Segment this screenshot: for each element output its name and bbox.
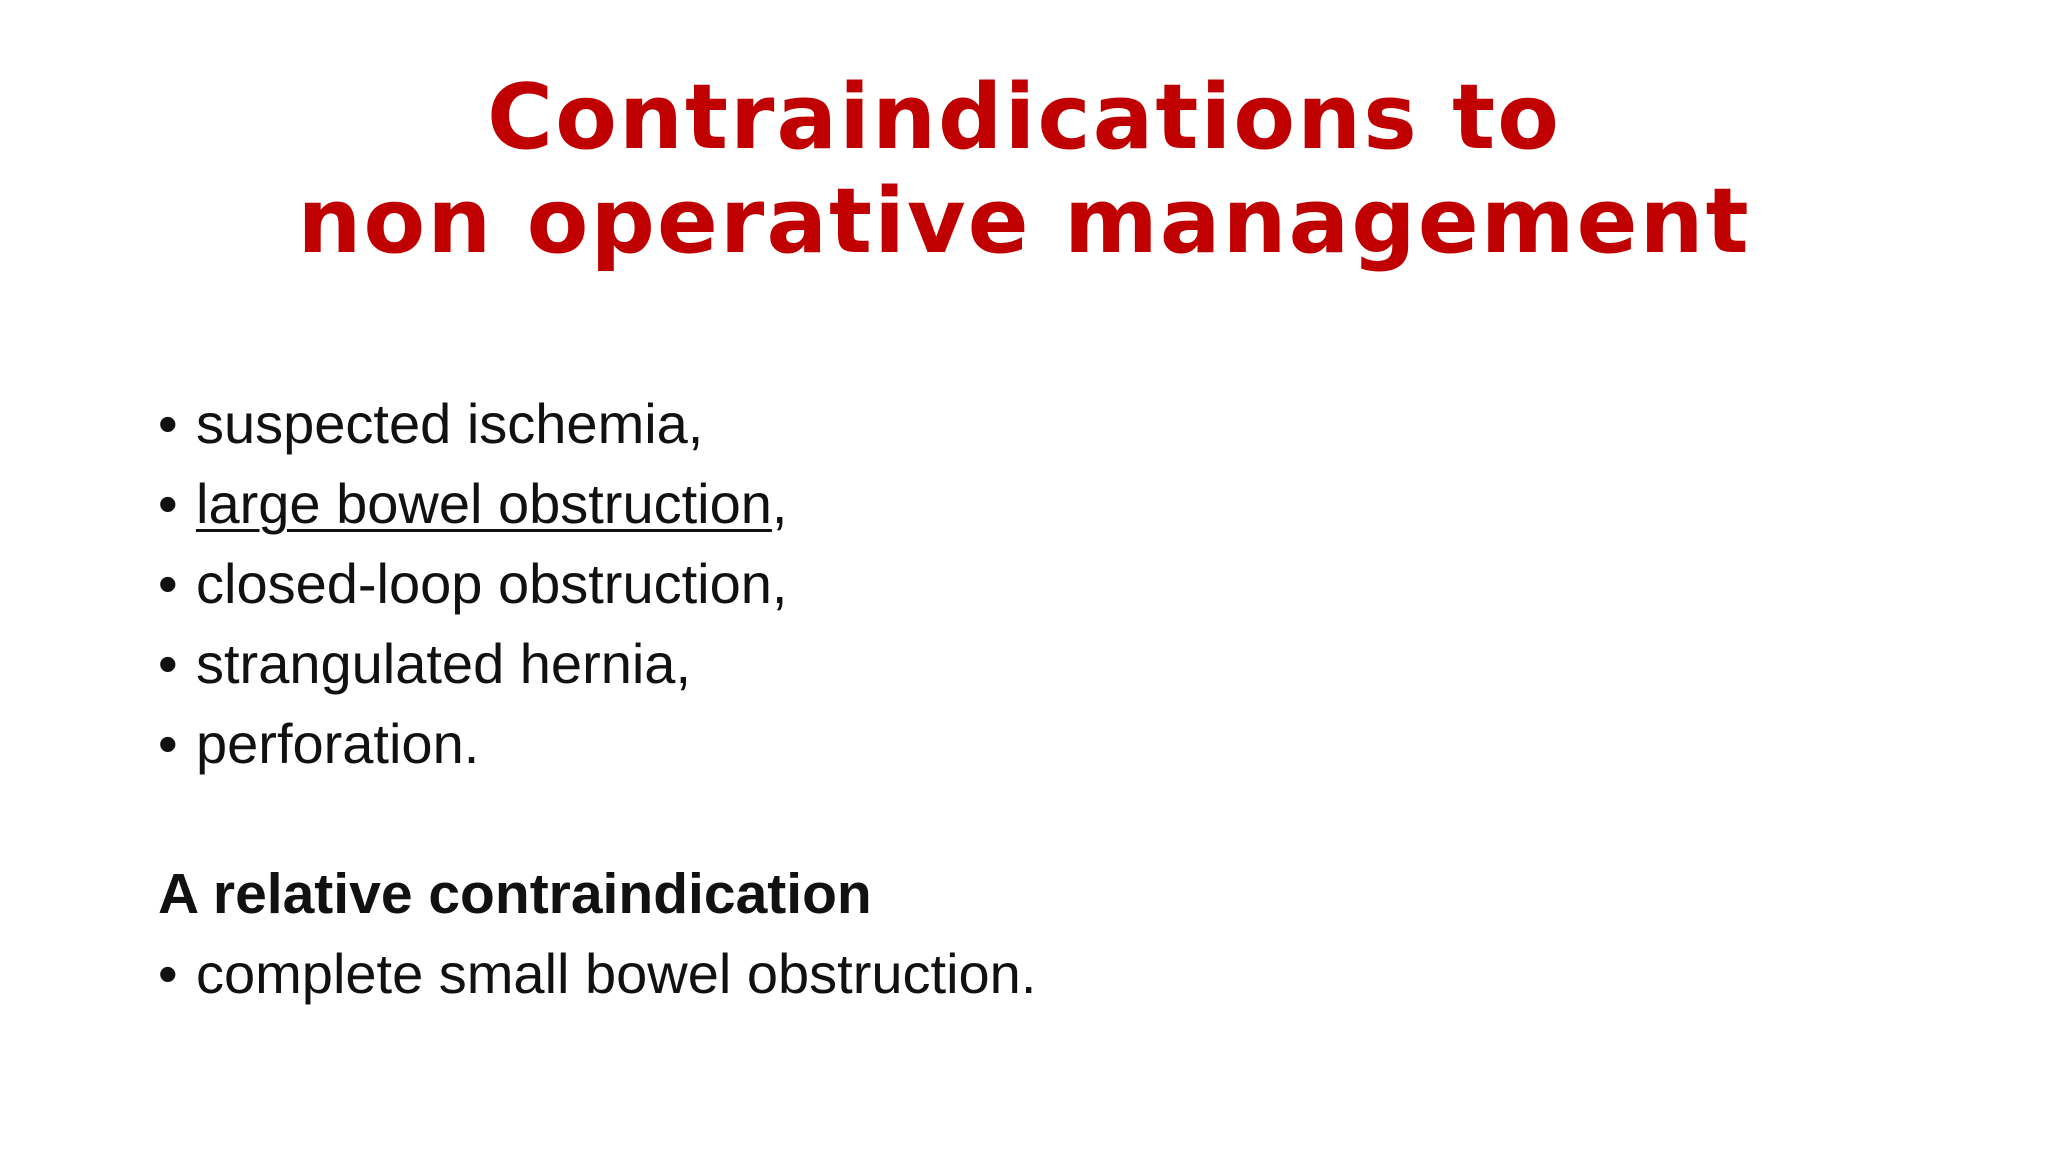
bullet: • [158,552,178,615]
list-item [158,384,787,464]
list-item [158,934,1036,1014]
list-item-underlined-text: large bowel obstruction [196,472,772,535]
list-item-text: strangulated hernia, [196,632,692,695]
title-line-2: non operative management [297,169,1751,274]
list-item [158,464,787,544]
bullet: • [158,392,178,455]
list-item-text: perforation. [196,712,480,775]
bullet: • [158,942,178,1005]
relative-contraindications-list [158,934,1036,1014]
bullet: • [158,632,178,695]
list-item [158,624,787,704]
list-item-text: complete small bowel obstruction. [196,942,1037,1005]
title-line-1: Contraindications to [487,65,1561,170]
bullet: • [158,712,178,775]
list-item-text: closed-loop obstruction, [196,552,788,615]
slide-title [0,66,2048,274]
list-item-suffix: , [771,472,788,535]
bullet: • [158,472,178,535]
contraindications-list [158,384,787,784]
relative-contraindication-heading: A relative contraindication [158,862,872,926]
list-item-text: suspected ischemia, [196,392,704,455]
list-item [158,544,787,624]
list-item [158,704,787,784]
